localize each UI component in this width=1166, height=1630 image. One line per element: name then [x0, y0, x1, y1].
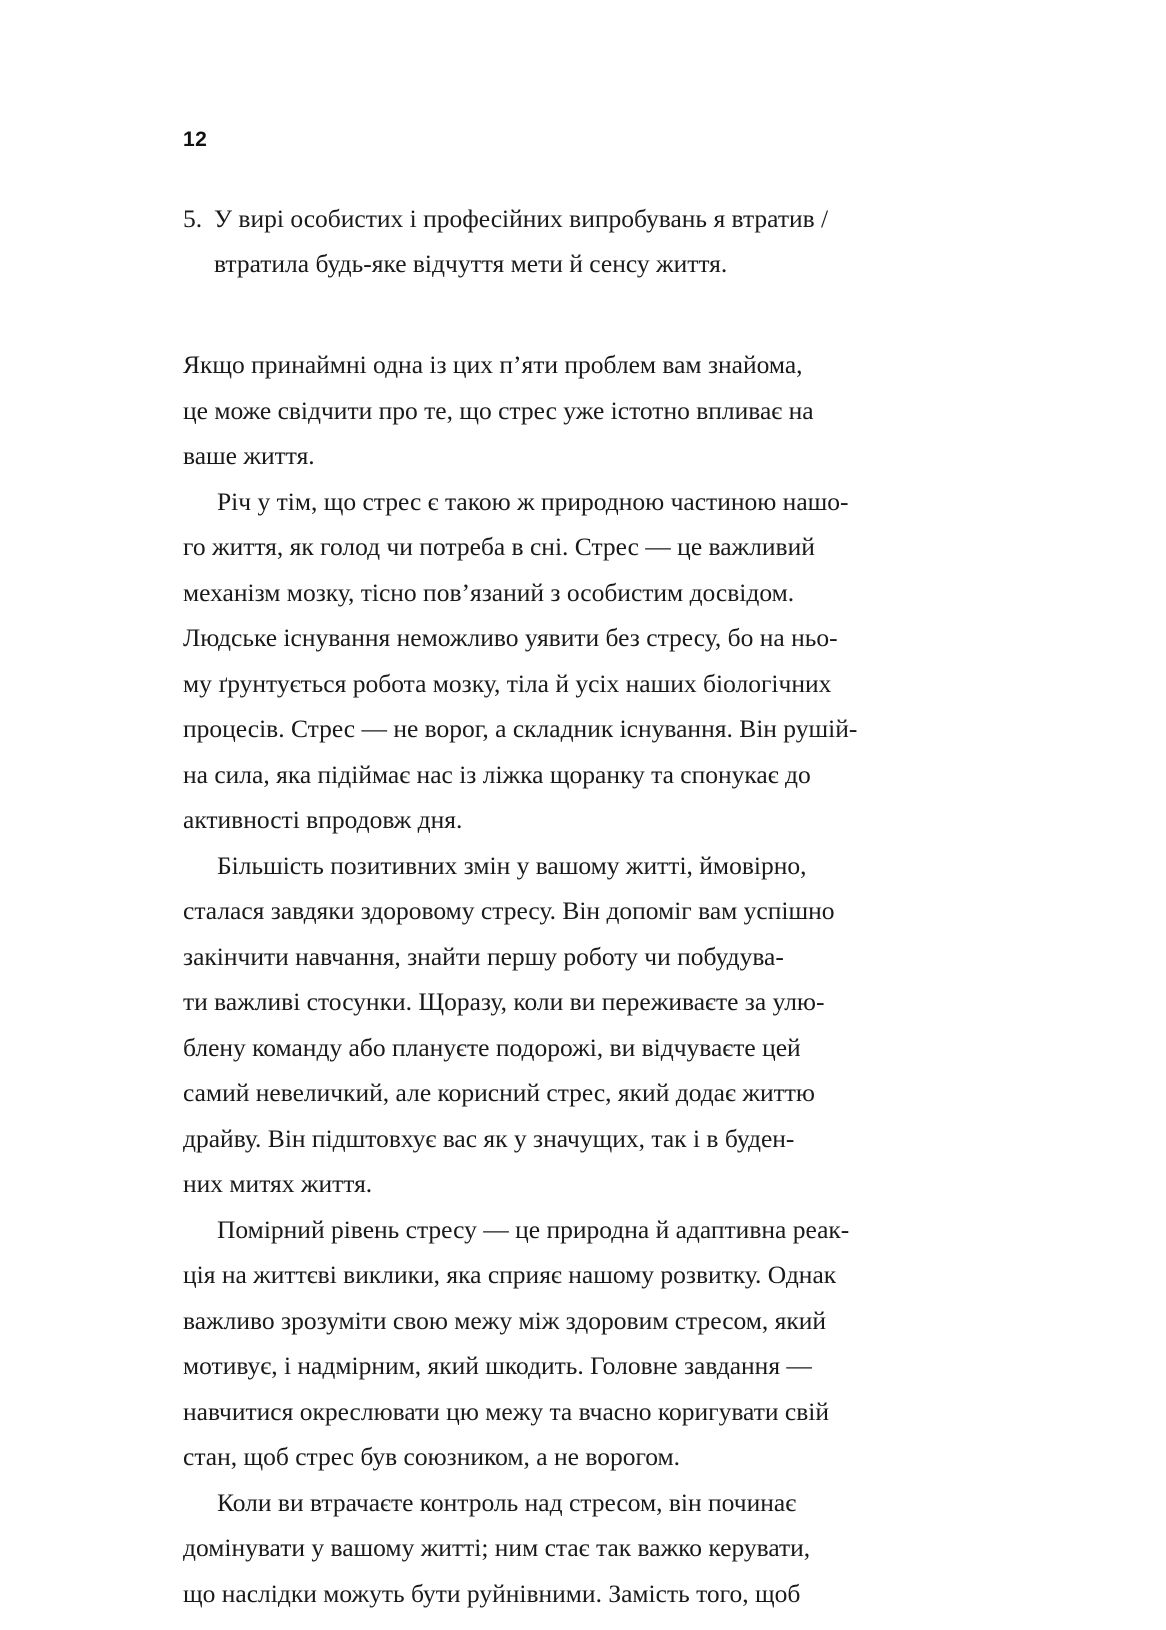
text-line: ти важливі стосунки. Щоразу, коли ви переживаєте за улю-: [183, 987, 825, 1016]
text-line: драйву. Він підштовхує вас як у значущих, так і в буден-: [183, 1123, 795, 1153]
page-number: 12: [183, 128, 208, 151]
page-content: [183, 196, 1007, 1616]
text-line: му ґрунтується робота мозку, тіла й усіх наших біологічних: [183, 668, 832, 698]
text-line: сталася завдяки здоровому стресу. Він допоміг вам успішно: [183, 896, 835, 925]
text-line: Річ у тім, що стрес є такою ж природною частиною нашо-: [217, 486, 849, 516]
paragraph-4: [183, 1207, 1007, 1480]
text-line: Якщо принаймні одна із цих п’яти проблем вам знайома,: [183, 350, 803, 379]
text-line: це може свідчити про те, що стрес уже істотно впливає на: [183, 395, 814, 425]
text-line: самий невеличкий, але корисний стрес, який додає життю: [183, 1078, 815, 1107]
text-line: навчитися окреслювати цю межу та вчасно коригувати свій: [183, 1396, 829, 1426]
list-item-text: [214, 196, 1007, 286]
paragraph-5: [183, 1480, 1007, 1617]
text-line: домінувати у вашому житті; ним стає так важко керувати,: [183, 1533, 811, 1562]
text-line: на сила, яка підіймає нас із ліжка щоранку та спонукає до: [183, 759, 811, 789]
paragraph-2: [183, 479, 1007, 843]
list-item-marker: 5.: [183, 204, 203, 233]
text-line: Коли ви втрачаєте контроль над стресом, він починає: [217, 1487, 797, 1517]
text-line: закінчити навчання, знайти першу роботу чи побудува-: [183, 941, 784, 971]
text-line: втратила будь-яке відчуття мети й сенсу життя.: [214, 249, 728, 278]
text-line: го життя, як голод чи потреба в сні. Стрес — це важливий: [183, 532, 815, 561]
text-line: Помірний рівень стресу — це природна й адаптивна реак-: [217, 1214, 850, 1244]
text-line: Людське існування неможливо уявити без стресу, бо на ньо-: [183, 623, 838, 652]
paragraph-1: [183, 342, 1007, 479]
text-line: У вирі особистих і професійних випробувань я втратив /: [214, 204, 829, 233]
list-item: [183, 196, 1007, 286]
text-line: активності впродовж дня.: [183, 805, 463, 834]
text-line: мотивує, і надмірним, який шкодить. Головне завдання —: [183, 1351, 812, 1380]
numbered-list: [183, 196, 1007, 286]
text-line: важливо зрозуміти свою межу між здоровим стресом, який: [183, 1305, 827, 1335]
text-line: Більшість позитивних змін у вашому житті, ймовірно,: [217, 850, 807, 880]
text-line: ваше життя.: [183, 441, 315, 470]
text-line: них митях життя.: [183, 1169, 373, 1198]
text-line: блену команду або плануєте подорожі, ви відчуваєте цей: [183, 1032, 801, 1062]
text-line: ція на життєві виклики, яка сприяє нашому розвитку. Однак: [183, 1260, 837, 1289]
text-line: механізм мозку, тісно пов’язаний з особистим досвідом.: [183, 577, 795, 607]
text-line: процесів. Стрес — не ворог, а складник існування. Він рушій-: [183, 714, 858, 743]
text-line: стан, щоб стрес був союзником, а не ворогом.: [183, 1442, 681, 1471]
paragraph-3: [183, 843, 1007, 1207]
text-line: що наслідки можуть бути руйнівними. Замість того, щоб: [183, 1578, 801, 1608]
paragraph-spacer: [183, 286, 1007, 342]
